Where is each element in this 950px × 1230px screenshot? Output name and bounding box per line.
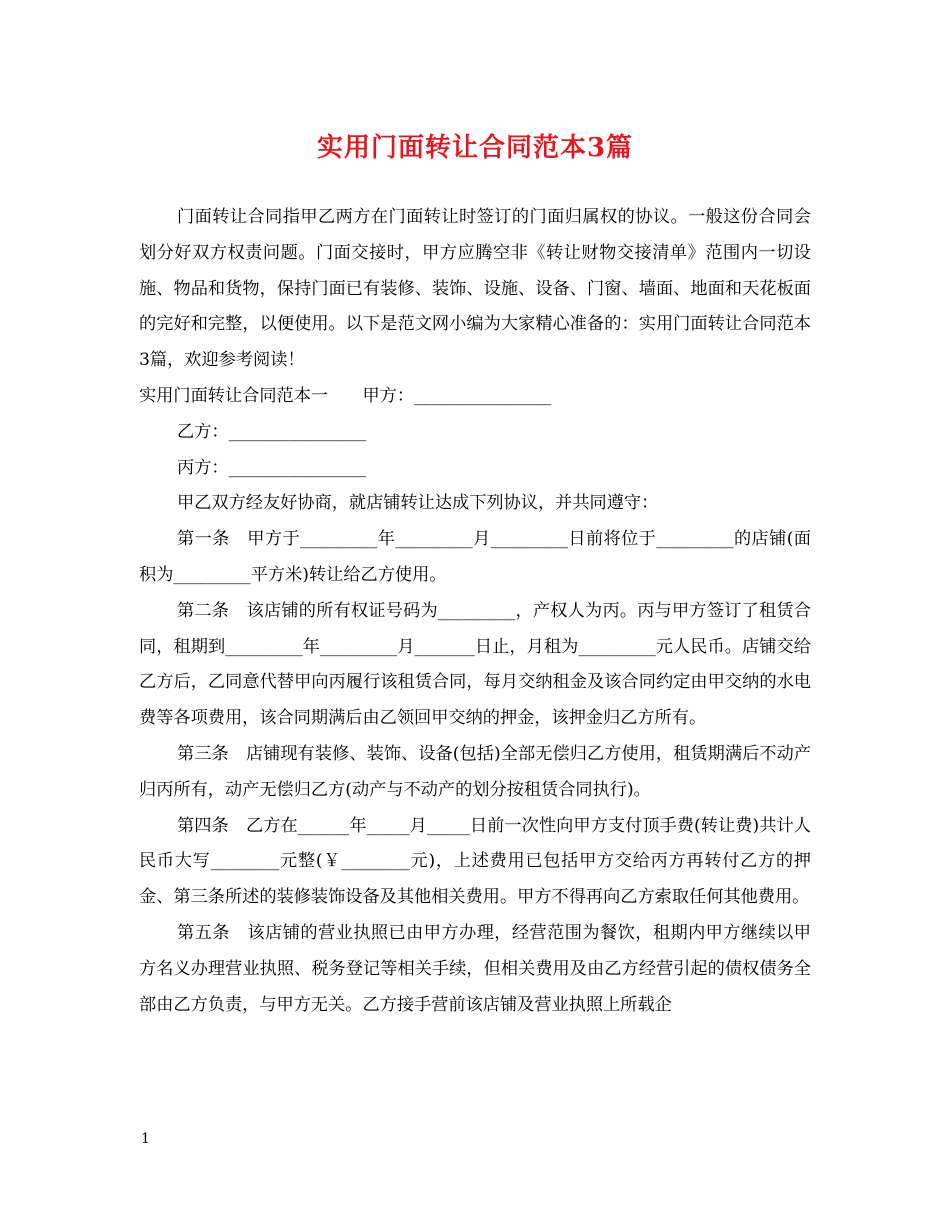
paragraph-article-3: 第三条 店铺现有装修、装饰、设备(包括)全部无偿归乙方使用，租赁期满后不动产归丙所有，动产无偿归乙方(动产与不动产的划分按租赁合同执行)。: [139, 743, 811, 800]
paragraph-article-1: 第一条 甲方于_________年_________月_________日前将位于_________的店铺(面积为_________平方米)转让给乙方使用。: [139, 529, 811, 585]
paragraph-article-4: 第四条 乙方在______年_____月_____日前一次性向甲方支付顶手费(转让费)共计人民币大写________元整(￥________元)，上述费用已包括甲方交给丙方再转付乙方的押金、第三条所述的装修装饰设备及其他相关费用。甲方不得再向乙方索取任何其他费用。: [139, 815, 811, 908]
paragraph-party-c: 丙方：________________: [177, 457, 367, 478]
document-body: [139, 200, 811, 1023]
paragraph-intro: 门面转让合同指甲乙两方在门面转让时签订的门面归属权的协议。一般这份合同会划分好双方权责问题。门面交接时，甲方应腾空非《转让财物交接清单》范围内一切设施、物品和货物，保持门面已有装修、装饰、设施、设备、门窗、墙面、地面和天花板面的完好和完整，以便使用。以下是范文网小编为大家精心准备的：实用门面转让合同范本3篇，欢迎参考阅读！: [139, 207, 811, 371]
paragraph-article-5: 第五条 该店铺的营业执照已由甲方办理，经营范围为餐饮，租期内甲方继续以甲方名义办理营业执照、税务登记等相关手续，但相关费用及由乙方经营引起的债权债务全部由乙方负责，与甲方无关。乙方接手营前该店铺及营业执照上所载企: [139, 922, 811, 1015]
paragraph-article-2: 第二条 该店铺的所有权证号码为_________，产权人为丙。丙与甲方签订了租赁合同，租期到_________年_________月_______日止，月租为_________元人民币。店铺交给乙方后，乙同意代替甲向丙履行该租赁合同，每月交纳租金及该合同约定由甲交纳的水电费等各项费用，该合同期满后由乙领回甲交纳的押金，该押金归乙方所有。: [139, 600, 811, 729]
page-number: 1: [141, 1131, 150, 1147]
paragraph-agreement: 甲乙双方经友好协商，就店铺转让达成下列协议，并共同遵守：: [177, 493, 659, 514]
paragraph-contract-heading: 实用门面转让合同范本一 甲方：________________: [139, 385, 552, 406]
paragraph-party-b: 乙方：________________: [177, 421, 367, 442]
document-title: 实用门面转让合同范本3篇: [316, 133, 634, 163]
